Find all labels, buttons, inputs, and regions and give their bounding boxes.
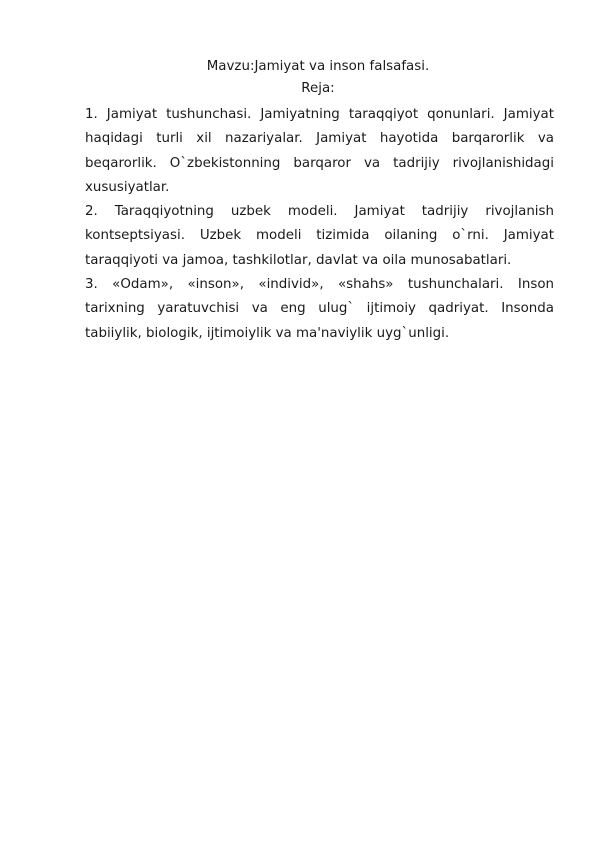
plan-item-2: 2. Taraqqiyotning uzbek modeli. Jamiyat tadrijiy rivojlanish kontseptsiyasi. Uzbek modeli tizimida oilaning o`rni. Jamiyat taraqqiyoti va jamoa, tashkilotlar, davlat va oila munosabatlari. <box>85 204 554 268</box>
plan-item-1: 1. Jamiyat tushunchasi. Jamiyatning taraqqiyot qonunlari. Jamiyat haqidagi turli xil nazariyalar. Jamiyat hayotida barqarorlik va beqarorlik. O`zbekistonning barqaror va tadrijiy rivojlanishidagi xususiyatlar. <box>85 107 554 195</box>
plan-heading: Reja: <box>301 81 335 96</box>
plan-item-3: 3. «Odam», «inson», «individ», «shahs» tushunchalari. Inson tarixning yaratuvchisi va eng ulug` ijtimoiy qadriyat. Insonda tabiiylik, biologik, ijtimoiylik va ma'naviylik uyg`unligi. <box>85 277 554 341</box>
document-title: Mavzu:Jamiyat va inson falsafasi. <box>206 59 430 74</box>
plan-list <box>85 103 554 346</box>
